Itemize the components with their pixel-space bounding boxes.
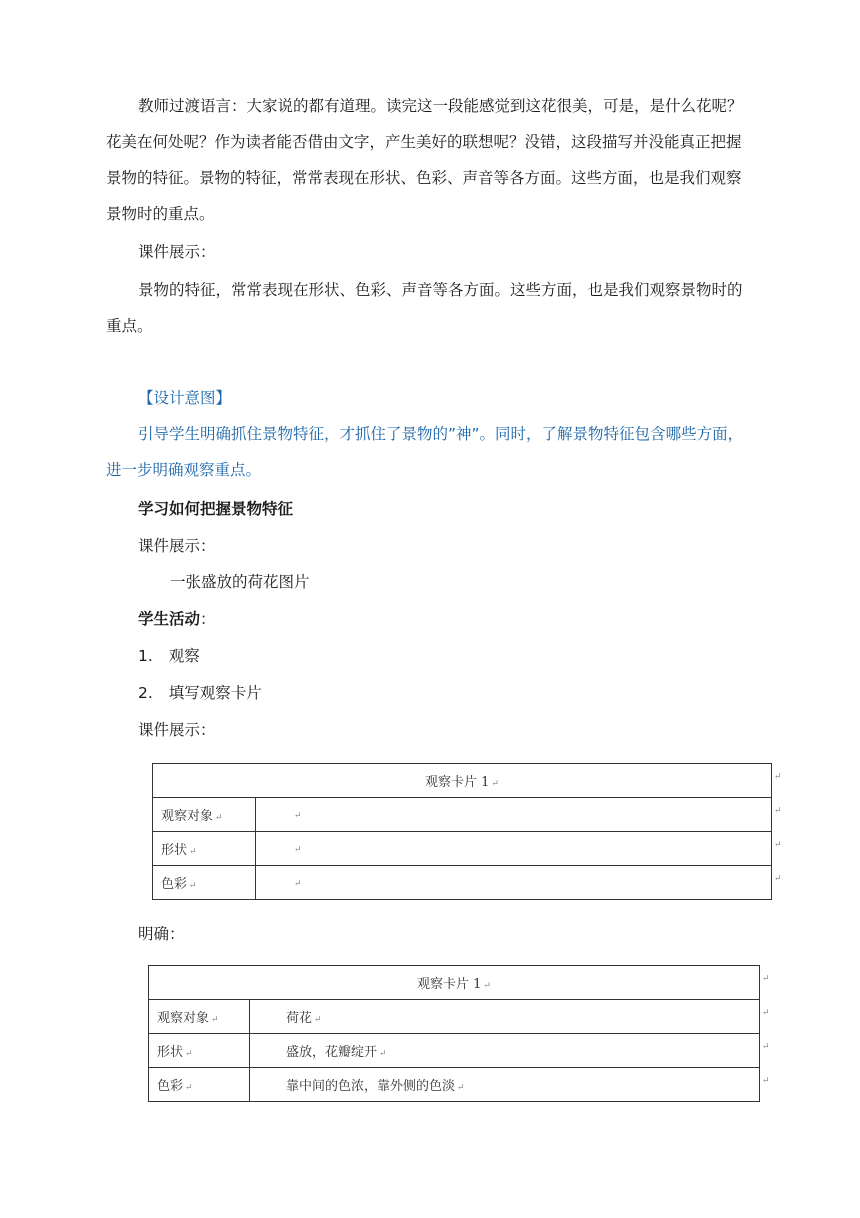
card2-value-cell: 盛放，花瓣绽开 ↵ (250, 1034, 760, 1068)
table-row (153, 866, 772, 900)
card1-label-color: 色彩 (161, 877, 188, 892)
table-row (153, 832, 772, 866)
step-2-number: 2. (138, 684, 153, 702)
card2-label-shape: 形状 (157, 1045, 184, 1060)
card2-value-cell: 荷花 ↵ (250, 1000, 760, 1034)
design-intent-text: 引导学生明确抓住景物特征，才抓住了景物的”神”。同时，了解景物特征包含哪些方面，进一步明确观察重点。 (106, 425, 744, 479)
section-heading: 学习如何把握景物特征 (138, 500, 294, 518)
card2-label-object: 观察对象 (157, 1011, 210, 1026)
student-activity-label (138, 607, 216, 631)
step-1-text: 观察 (168, 647, 200, 665)
feature-paragraph: 景物的特征，常常表现在形状、色彩、声音等各方面。这些方面，也是我们观察景物时的重点。 (106, 281, 743, 335)
step-2 (138, 681, 262, 705)
clarify-label: 明确： (138, 925, 185, 943)
step-2-text: 填写观察卡片 (168, 684, 262, 702)
card2-label-cell: 色彩 ↵ (149, 1068, 250, 1102)
card1-value-cell[interactable]: ↵ (256, 866, 772, 900)
row-end-mark: ↵ (762, 1042, 770, 1052)
table-row (153, 798, 772, 832)
card1-label-cell: 形状 ↵ (153, 832, 256, 866)
courseware-label-2: 课件展示： (138, 537, 216, 555)
observation-card-empty (152, 763, 772, 900)
step-1-number: 1. (138, 647, 153, 665)
lotus-image-caption: 一张盛放的荷花图片 (170, 573, 310, 591)
card2-title-cell: 观察卡片 1 ↵ (149, 966, 760, 1000)
card1-label-shape: 形状 (161, 843, 188, 858)
card1-label-cell: 观察对象 ↵ (153, 798, 256, 832)
row-end-mark: ↵ (774, 772, 782, 782)
row-end-mark: ↵ (762, 1008, 770, 1018)
card2-value-object: 荷花 (286, 1011, 313, 1026)
card2-label-color: 色彩 (157, 1079, 184, 1094)
card1-label-cell: 色彩 ↵ (153, 866, 256, 900)
card1-label-object: 观察对象 (161, 809, 214, 824)
card2-value-shape: 盛放，花瓣绽开 (286, 1045, 378, 1060)
table-row (149, 1000, 760, 1034)
card2-title: 观察卡片 1 (417, 977, 482, 992)
table-row (149, 1068, 760, 1102)
card1-title-cell: 观察卡片 1 ↵ (153, 764, 772, 798)
card1-value-cell[interactable]: ↵ (256, 832, 772, 866)
row-end-mark: ↵ (774, 874, 782, 884)
row-end-mark: ↵ (762, 974, 770, 984)
card2-label-cell: 观察对象 ↵ (149, 1000, 250, 1034)
courseware-label-1: 课件展示： (138, 243, 216, 261)
row-end-mark: ↵ (774, 806, 782, 816)
student-activity-colon: ： (200, 610, 216, 628)
card2-value-cell: 靠中间的色浓，靠外侧的色淡 ↵ (250, 1068, 760, 1102)
design-intent-title: 【设计意图】 (138, 389, 232, 407)
student-activity-title: 学生活动 (138, 610, 201, 628)
card2-label-cell: 形状 ↵ (149, 1034, 250, 1068)
table-row (149, 1034, 760, 1068)
step-1 (138, 644, 200, 668)
card1-title: 观察卡片 1 (425, 775, 490, 790)
row-end-mark: ↵ (774, 840, 782, 850)
transition-paragraph: 教师过渡语言：大家说的都有道理。读完这一段能感觉到这花很美，可是，是什么花呢？花美在何处呢？作为读者能否借由文字，产生美好的联想呢？没错，这段描写并没能真正把握景物的特征。景物的特征，常常表现在形状、色彩、声音等各方面。这些方面，也是我们观察景物时的重点。 (106, 97, 743, 223)
card1-value-cell[interactable]: ↵ (256, 798, 772, 832)
courseware-label-3: 课件展示： (138, 721, 216, 739)
row-end-mark: ↵ (762, 1076, 770, 1086)
observation-card-filled (148, 965, 760, 1102)
card2-value-color: 靠中间的色浓，靠外侧的色淡 (286, 1079, 456, 1094)
